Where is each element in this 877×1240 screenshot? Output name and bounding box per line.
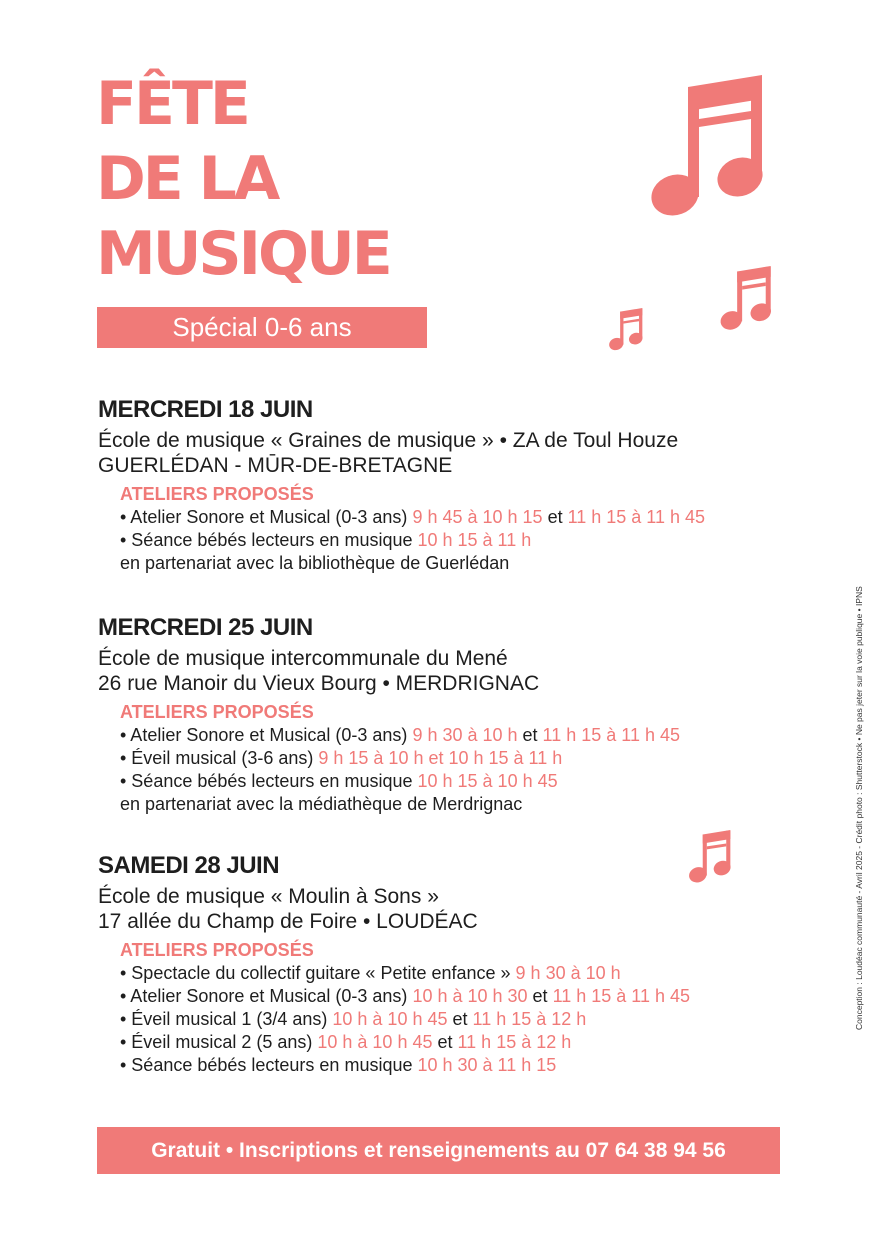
list-item: [120, 724, 798, 747]
event-section-25-juin: [98, 614, 798, 816]
item-time: 10 h 30 à 11 h 15: [417, 1055, 557, 1075]
item-time: 11 h 15 à 12 h: [457, 1032, 572, 1052]
footer-banner: Gratuit • Inscriptions et renseignements au 07 64 38 94 56: [97, 1127, 780, 1174]
item-conj: et: [527, 986, 553, 1006]
ateliers-title: ATELIERS PROPOSÉS: [120, 940, 314, 960]
music-note-large-icon: [645, 75, 770, 225]
event-day: MERCREDI 18 JUIN: [98, 396, 313, 423]
item-time: 11 h 15 à 12 h: [472, 1009, 587, 1029]
item-text: • Séance bébés lecteurs en musique: [120, 1055, 418, 1075]
music-note-small-icon: [606, 308, 646, 353]
page-title-line-1: FÊTE: [96, 69, 248, 139]
item-text: • Spectacle du collectif guitare « Petite enfance »: [120, 963, 516, 983]
item-time: 10 h à 10 h 30: [412, 986, 528, 1006]
list-item: [120, 506, 798, 529]
event-section-18-juin: [98, 396, 798, 575]
event-day: SAMEDI 28 JUIN: [98, 852, 280, 879]
item-time: 11 h 15 à 11 h 45: [542, 725, 680, 745]
venue-name: École de musique intercommunale du Mené: [98, 647, 508, 670]
ateliers-title: ATELIERS PROPOSÉS: [120, 702, 314, 722]
page-title-line-2: DE LA: [96, 144, 278, 214]
list-item: [120, 962, 798, 985]
item-time: 9 h 30 à 10 h: [515, 963, 621, 983]
item-time: 9 h 30 à 10 h: [412, 725, 518, 745]
list-item: [120, 1031, 798, 1054]
item-text: • Séance bébés lecteurs en musique: [120, 530, 418, 550]
venue-name: École de musique « Moulin à Sons »: [98, 885, 439, 908]
item-conj: et: [517, 725, 543, 745]
subtitle-banner: Spécial 0-6 ans: [97, 307, 427, 348]
item-text: • Éveil musical (3-6 ans): [120, 748, 319, 768]
item-text: • Atelier Sonore et Musical (0-3 ans): [120, 725, 413, 745]
event-day: MERCREDI 25 JUIN: [98, 614, 313, 641]
list-item: [120, 529, 798, 552]
item-text: • Éveil musical 2 (5 ans): [120, 1032, 318, 1052]
item-time: 9 h 45 à 10 h 15: [412, 507, 543, 527]
item-time: 9 h 15 à 10 h et 10 h 15 à 11 h: [318, 748, 563, 768]
item-conj: et: [542, 507, 568, 527]
item-time: 10 h à 10 h 45: [332, 1009, 448, 1029]
item-conj: et: [432, 1032, 458, 1052]
ateliers-list: [120, 482, 798, 575]
item-conj: et: [447, 1009, 473, 1029]
ateliers-list: [120, 700, 798, 816]
credits-text: Conception : Loudéac communauté - Avril 2025 - Crédit photo : Shutterstock • Ne pas jeter sur la voie publique • IPNS: [854, 586, 864, 1030]
item-time: 10 h à 10 h 45: [317, 1032, 433, 1052]
item-time: 11 h 15 à 11 h 45: [552, 986, 691, 1006]
list-item: [120, 985, 798, 1008]
list-item: [120, 770, 798, 793]
music-note-medium-icon: [716, 266, 776, 334]
partner-note: en partenariat avec la bibliothèque de Guerlédan: [120, 553, 510, 573]
venue-name: École de musique « Graines de musique » • ZA de Toul Houze: [98, 429, 679, 452]
venue-location: GUERLÉDAN - MŪR-DE-BRETAGNE: [98, 454, 453, 477]
list-item: [120, 1008, 798, 1031]
ateliers-list: [120, 938, 798, 1077]
item-text: • Éveil musical 1 (3/4 ans): [120, 1009, 333, 1029]
list-item: [120, 747, 798, 770]
venue-location: 26 rue Manoir du Vieux Bourg • MERDRIGNAC: [98, 672, 540, 695]
item-text: • Séance bébés lecteurs en musique: [120, 771, 418, 791]
item-text: • Atelier Sonore et Musical (0-3 ans): [120, 986, 413, 1006]
partner-note: en partenariat avec la médiathèque de Merdrignac: [120, 794, 523, 814]
venue-location: 17 allée du Champ de Foire • LOUDÉAC: [98, 910, 478, 933]
list-item: [120, 1054, 798, 1077]
page-title-line-3: MUSIQUE: [96, 219, 390, 289]
item-time: 10 h 15 à 10 h 45: [417, 771, 558, 791]
item-text: • Atelier Sonore et Musical (0-3 ans): [120, 507, 413, 527]
item-time: 10 h 15 à 11 h: [417, 530, 532, 550]
ateliers-title: ATELIERS PROPOSÉS: [120, 484, 314, 504]
event-section-28-juin: [98, 852, 798, 1077]
item-time: 11 h 15 à 11 h 45: [567, 507, 706, 527]
